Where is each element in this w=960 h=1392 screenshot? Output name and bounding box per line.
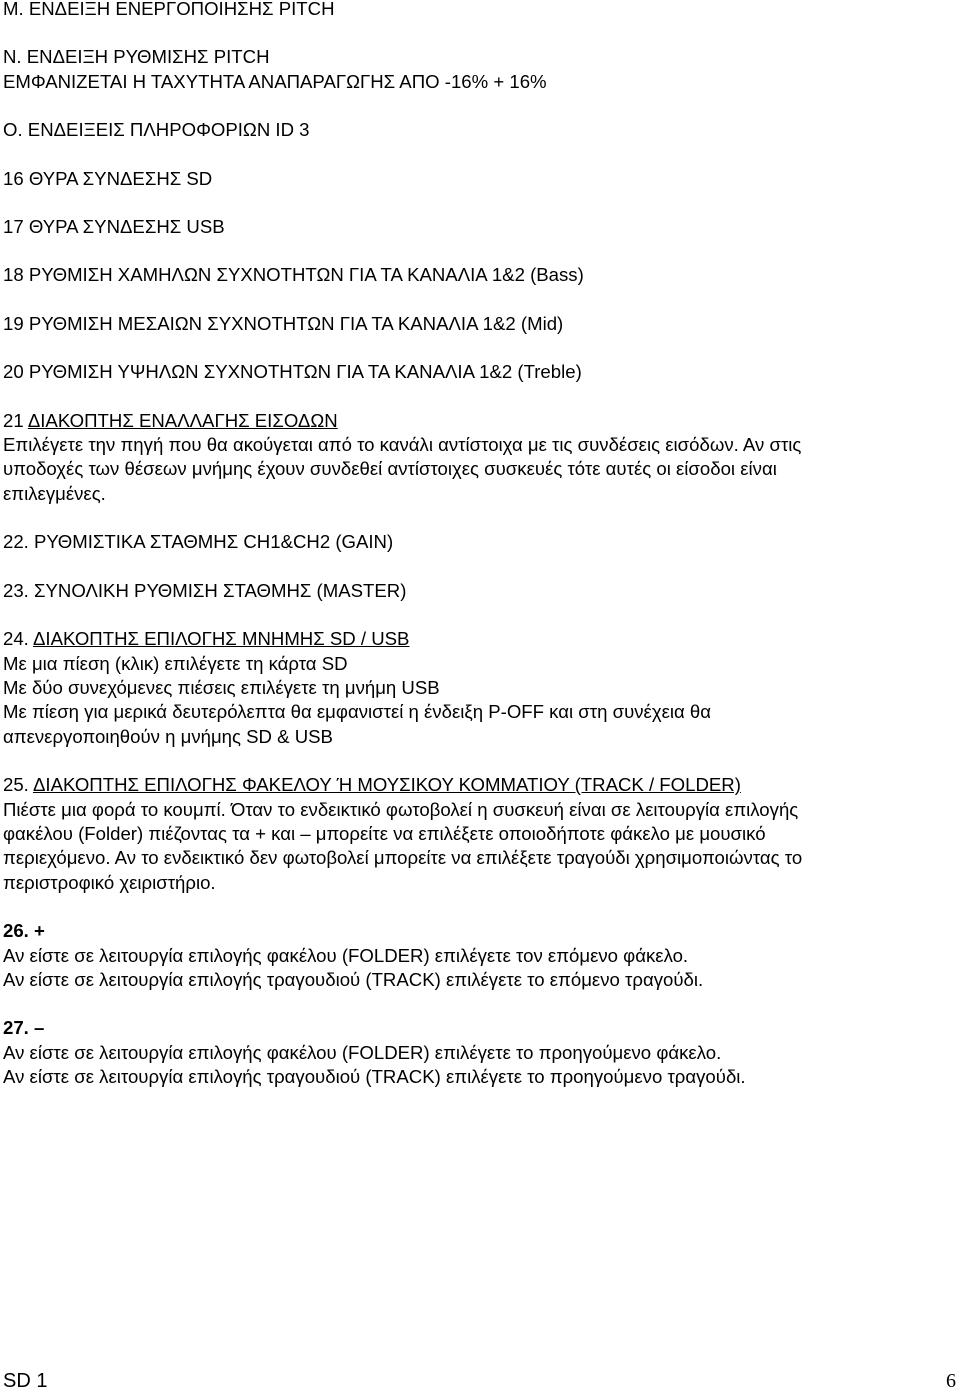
item-26-heading [3, 919, 953, 943]
item-24-number: 24. [3, 628, 33, 650]
page-number: 6 [946, 1370, 956, 1392]
item-25-text-line2: φακέλου (Folder) πιέζοντας τα + και – μπορείτε να επιλέξετε οποιοδήποτε φάκελο με μουσικό [3, 822, 766, 844]
item-21-text-line1: Επιλέγετε την πηγή που θα ακούγεται από το κανάλι αντίστοιχα με τις συνδέσεις εισόδων. Αν στις [3, 434, 802, 456]
item-25-text-line4: περιστροφικό χειριστήριο. [3, 871, 216, 893]
item-26-text-line2: Αν είστε σε λειτουργία επιλογής τραγουδιού (TRACK) επιλέγετε το επόμενο τραγούδι. [3, 968, 704, 990]
item-27-sign: – [34, 1017, 45, 1039]
item-27-heading [3, 1016, 953, 1040]
item-21-title: ΔΙΑΚΟΠΤΗΣ ΕΝΑΛΛΑΓΗΣ ΕΙΣΟΔΩΝ [27, 409, 338, 431]
item-20: 20 ΡΥΘΜΙΣΗ ΥΨΗΛΩΝ ΣΥΧΝΟΤΗΤΩΝ ΓΙΑ ΤΑ ΚΑΝΑΛΙΑ 1&2 (Treble) [3, 361, 582, 383]
item-24-title: ΔΙΑΚΟΠΤΗΣ ΕΠΙΛΟΓΗΣ ΜΝΗΜΗΣ SD / USB [33, 628, 410, 650]
item-27-text-line2: Αν είστε σε λειτουργία επιλογής τραγουδιού (TRACK) επιλέγετε το προηγούμενο τραγούδι. [3, 1066, 746, 1088]
item-n-line2: ΕΜΦΑΝΙΖΕΤΑΙ Η ΤΑΧΥΤΗΤΑ ΑΝΑΠΑΡΑΓΩΓΗΣ ΑΠΟ -16% + 16% [3, 70, 547, 92]
document-page [3, 0, 953, 1090]
item-24-text-line2: Με δύο συνεχόμενες πιέσεις επιλέγετε τη μνήμη USB [3, 676, 440, 698]
spacer [3, 191, 953, 215]
item-27-text-line1: Αν είστε σε λειτουργία επιλογής φακέλου (FOLDER) επιλέγετε το προηγούμενο φάκελο. [3, 1041, 722, 1063]
item-25-text-line1: Πιέστε μια φορά το κουμπί. Όταν το ενδεικτικό φωτοβολεί η συσκευή είναι σε λειτουργία επιλογής [3, 798, 799, 820]
spacer [3, 94, 953, 118]
spacer [3, 506, 953, 530]
spacer [3, 21, 953, 45]
item-21-text-line2: υποδοχές των θέσεων μνήμης έχουν συνδεθεί αντίστοιχες συσκευές τότε αυτές οι είσοδοι είναι [3, 458, 777, 480]
spacer [3, 239, 953, 263]
item-21-text-line3: επιλεγμένες. [3, 482, 106, 504]
item-24-text-line3: Με πίεση για μερικά δευτερόλεπτα θα εμφανιστεί η ένδειξη P-OFF και στη συνέχεια θα [3, 701, 712, 723]
item-25-title: ΔΙΑΚΟΠΤΗΣ ΕΠΙΛΟΓΗΣ ΦΑΚΕΛΟΥ Ή ΜΟΥΣΙΚΟΥ ΚΟΜΜΑΤΙΟΥ (TRACK / FOLDER) [33, 774, 741, 796]
item-19: 19 ΡΥΘΜΙΣΗ ΜΕΣΑΙΩΝ ΣΥΧΝΟΤΗΤΩΝ ΓΙΑ ΤΑ ΚΑΝΑΛΙΑ 1&2 (Mid) [3, 312, 564, 334]
spacer [3, 603, 953, 627]
item-n-line1: Ν. ΕΝΔΕΙΞΗ ΡΥΘΜΙΣΗΣ PITCH [3, 46, 270, 68]
item-26-text-line1: Αν είστε σε λειτουργία επιλογής φακέλου (FOLDER) επιλέγετε τον επόμενο φάκελο. [3, 944, 689, 966]
item-25-text-line3: περιεχόμενο. Αν το ενδεικτικό δεν φωτοβολεί μπορείτε να επιλέξετε τραγούδι χρησιμοποιώντας το [3, 847, 803, 869]
item-16: 16 ΘΥΡΑ ΣΥΝΔΕΣΗΣ SD [3, 167, 213, 189]
spacer [3, 143, 953, 167]
item-26-number: 26. [3, 920, 35, 942]
spacer [3, 749, 953, 773]
spacer [3, 288, 953, 312]
spacer [3, 336, 953, 360]
item-26-sign: + [34, 920, 45, 942]
item-21-heading [3, 409, 953, 433]
spacer [3, 895, 953, 919]
item-18: 18 ΡΥΘΜΙΣΗ ΧΑΜΗΛΩΝ ΣΥΧΝΟΤΗΤΩΝ ΓΙΑ ΤΑ ΚΑΝΑΛΙΑ 1&2 (Bass) [3, 264, 584, 286]
spacer [3, 555, 953, 579]
item-22: 22. ΡΥΘΜΙΣΤΙΚΑ ΣΤΑΘΜΗΣ CH1&CH2 (GAIN) [3, 531, 394, 553]
item-17: 17 ΘΥΡΑ ΣΥΝΔΕΣΗΣ USB [3, 216, 225, 238]
spacer [3, 992, 953, 1016]
item-24-text-line4: απενεργοποιηθούν η μνήμης SD & USB [3, 725, 333, 747]
spacer [3, 385, 953, 409]
item-o: Ο. ΕΝΔΕΙΞΕΙΣ ΠΛΗΡΟΦΟΡΙΩΝ ID 3 [3, 119, 310, 141]
footer-label: SD 1 [3, 1370, 48, 1392]
item-27-number: 27. [3, 1017, 35, 1039]
item-25-heading [3, 773, 953, 797]
item-21-number: 21 [3, 409, 28, 431]
item-m: M. ΕΝΔΕΙΞΗ ΕΝΕΡΓΟΠΟΙΗΣΗΣ PITCH [3, 0, 335, 19]
item-24-text-line1: Με μια πίεση (κλικ) επιλέγετε τη κάρτα SD [3, 652, 348, 674]
item-23: 23. ΣΥΝΟΛΙΚΗ ΡΥΘΜΙΣΗ ΣΤΑΘΜΗΣ (MASTER) [3, 579, 407, 601]
item-24-heading [3, 627, 953, 651]
item-25-number: 25. [3, 774, 33, 796]
